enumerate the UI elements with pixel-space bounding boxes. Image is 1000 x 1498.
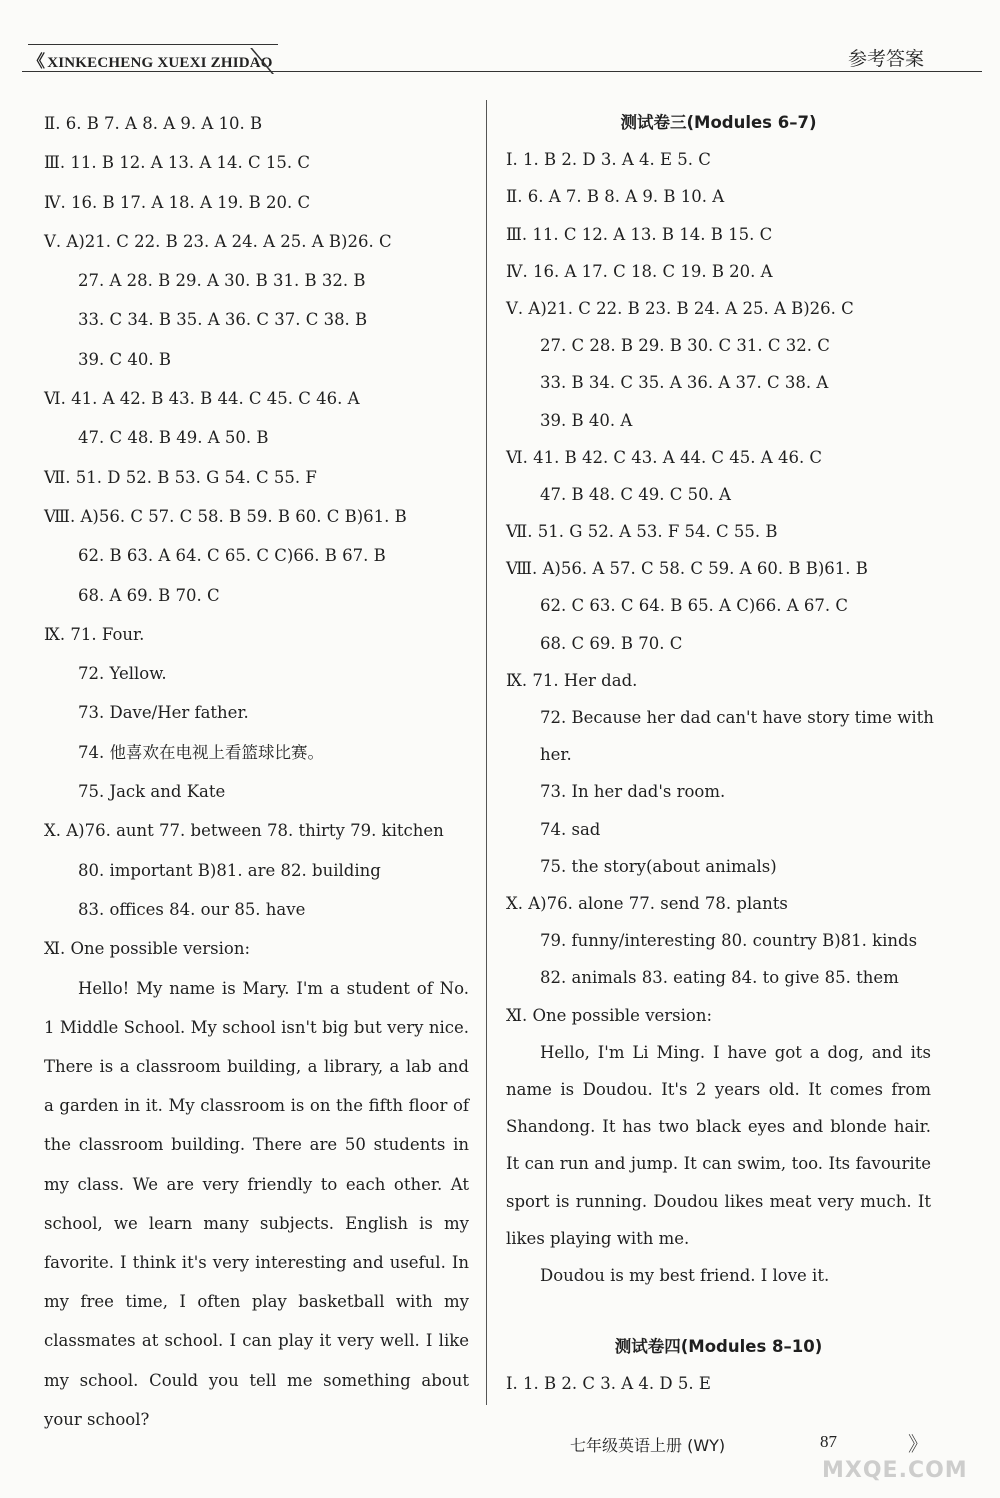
- right-answer-line: Ⅶ. 51. G 52. A 53. F 54. C 55. B: [506, 522, 778, 542]
- left-answer-line: 47. C 48. B 49. A 50. B: [78, 428, 269, 448]
- right-essay-2-text: Doudou is my best friend. I love it.: [540, 1265, 830, 1285]
- left-answer-line: 68. A 69. B 70. C: [78, 585, 220, 605]
- test3-title: 测试卷三(Modules 6–7): [620, 113, 817, 132]
- right-answer-line: Ⅳ. 16. A 17. C 18. C 19. B 20. A: [506, 261, 773, 281]
- left-answer-line: Ⅴ. A)21. C 22. B 23. A 24. A 25. A B)26. C: [44, 231, 392, 251]
- left-answer-line: 39. C 40. B: [78, 349, 171, 369]
- left-answer-line: Ⅺ. One possible version:: [44, 939, 251, 959]
- left-answer-line: 75. Jack and Kate: [78, 782, 226, 802]
- footer-arrows-icon: 》: [908, 1432, 928, 1456]
- left-answer-line: 73. Dave/Her father.: [78, 703, 249, 723]
- brand-title: [28, 47, 273, 72]
- left-answer-line: Ⅷ. A)56. C 57. C 58. B 59. B 60. C B)61. B: [44, 506, 407, 526]
- header-rule: [22, 71, 982, 72]
- left-answer-line: Ⅲ. 11. B 12. A 13. A 14. C 15. C: [44, 153, 311, 173]
- page-header: [0, 0, 1000, 80]
- right-answer-line: 47. B 48. C 49. C 50. A: [540, 484, 731, 504]
- left-column: [44, 104, 469, 1439]
- page-number: 87: [820, 1432, 837, 1451]
- left-answer-line: Ⅳ. 16. B 17. A 18. A 19. B 20. C: [44, 192, 311, 212]
- left-answer-line: Ⅹ. A)76. aunt 77. between 78. thirty 79. kitchen: [44, 821, 444, 841]
- right-answer-line: Ⅺ. One possible version:: [506, 1005, 713, 1025]
- left-answer-line: 83. offices 84. our 85. have: [78, 899, 306, 919]
- right-answer-line: 72. Because her dad can't have story time with: [540, 708, 934, 727]
- right-answer-line: 27. C 28. B 29. B 30. C 31. C 32. C: [540, 336, 830, 356]
- left-answer-line: 62. B 63. A 64. C 65. C C)66. B 67. B: [78, 546, 386, 566]
- right-answer-line: Ⅵ. 41. B 42. C 43. A 44. C 45. A 46. C: [506, 447, 823, 467]
- left-answer-line: Ⅸ. 71. Four.: [44, 624, 145, 644]
- left-answer-line: 72. Yellow.: [78, 664, 167, 684]
- left-essay: [44, 969, 469, 1439]
- column-divider: [486, 100, 487, 1405]
- right-answer-line: Ⅱ. 6. A 7. B 8. A 9. B 10. A: [506, 187, 725, 207]
- brand-text: XINKECHENG XUEXI ZHIDAO: [47, 55, 273, 71]
- right-answer-line: 75. the story(about animals): [540, 856, 777, 876]
- right-answer-line: her.: [540, 745, 572, 765]
- right-answer-lines: [506, 141, 934, 1034]
- left-answer-line: Ⅶ. 51. D 52. B 53. G 54. C 55. F: [44, 467, 317, 487]
- right-answer-line: 79. funny/interesting 80. country B)81. kinds: [540, 931, 918, 951]
- test4-title: 测试卷四(Modules 8–10): [614, 1337, 823, 1357]
- right-essay-2: [506, 1257, 931, 1294]
- left-answer-line: Ⅱ. 6. B 7. A 8. A 9. A 10. B: [44, 114, 263, 133]
- right-essay: [506, 1034, 931, 1257]
- right-column: [506, 104, 934, 1402]
- watermark-logo: MXQE.COM: [822, 1458, 968, 1483]
- right-answer-line: Ⅹ. A)76. alone 77. send 78. plants: [506, 893, 788, 913]
- right-answer-line: 74. sad: [540, 819, 601, 839]
- right-answer-line: Ⅷ. A)56. A 57. C 58. C 59. A 60. B B)61. B: [506, 559, 868, 579]
- right-answer-line: Ⅰ. 1. B 2. D 3. A 4. E 5. C: [506, 150, 711, 170]
- left-answer-lines: [44, 104, 469, 969]
- left-answer-line: 74. 他喜欢在电视上看篮球比赛。: [78, 742, 324, 762]
- right-answer-line: 73. In her dad's room.: [540, 782, 726, 802]
- test4-line-1: Ⅰ. 1. B 2. C 3. A 4. D 5. E: [506, 1374, 711, 1394]
- right-answer-line: Ⅸ. 71. Her dad.: [506, 670, 638, 690]
- header-top-rule: [28, 44, 278, 45]
- left-answer-line: 27. A 28. B 29. A 30. B 31. B 32. B: [78, 271, 366, 291]
- right-answer-line: Ⅲ. 11. C 12. A 13. B 14. B 15. C: [506, 224, 773, 244]
- right-answer-line: 33. B 34. C 35. A 36. A 37. C 38. A: [540, 373, 829, 393]
- footer-book-title: 七年级英语上册 (WY): [570, 1436, 726, 1455]
- header-right-title: 参考答案: [847, 48, 924, 70]
- left-answer-line: 80. important B)81. are 82. building: [78, 860, 381, 880]
- left-answer-line: 33. C 34. B 35. A 36. C 37. C 38. B: [78, 310, 368, 330]
- brand-arrows-icon: 《: [28, 52, 46, 71]
- right-answer-line: 68. C 69. B 70. C: [540, 633, 683, 653]
- right-answer-line: Ⅴ. A)21. C 22. B 23. B 24. A 25. A B)26. C: [506, 298, 854, 318]
- right-answer-line: 82. animals 83. eating 84. to give 85. them: [540, 968, 899, 988]
- left-essay-text: Hello! My name is Mary. I'm a student of No. 1 Middle School. My school isn't big but very nice. There is a classroom building, a library, a lab and a garden in it. My classroom is on the fifth floor of the classroom building. There are 50 students in my class. We are very friendly to each other. At school, we learn many subjects. English is my favorite. I think it's very interesting and useful. In my free time, I often play basketball with my classmates at school. I can play it very well. I like my school. Could you tell me something about your school?: [44, 978, 469, 1429]
- right-answer-line: 62. C 63. C 64. B 65. A C)66. A 67. C: [540, 596, 849, 616]
- right-answer-line: 39. B 40. A: [540, 410, 633, 430]
- section-gap: [506, 1294, 931, 1328]
- right-essay-text: Hello, I'm Li Ming. I have got a dog, and its name is Doudou. It's 2 years old. It comes from Shandong. It has two black eyes and blonde hair. It can run and jump. It can swim, too. Its favourite sport is running. Doudou likes meat very much. It likes playing with me.: [506, 1042, 931, 1248]
- left-answer-line: Ⅵ. 41. A 42. B 43. B 44. C 45. C 46. A: [44, 389, 360, 409]
